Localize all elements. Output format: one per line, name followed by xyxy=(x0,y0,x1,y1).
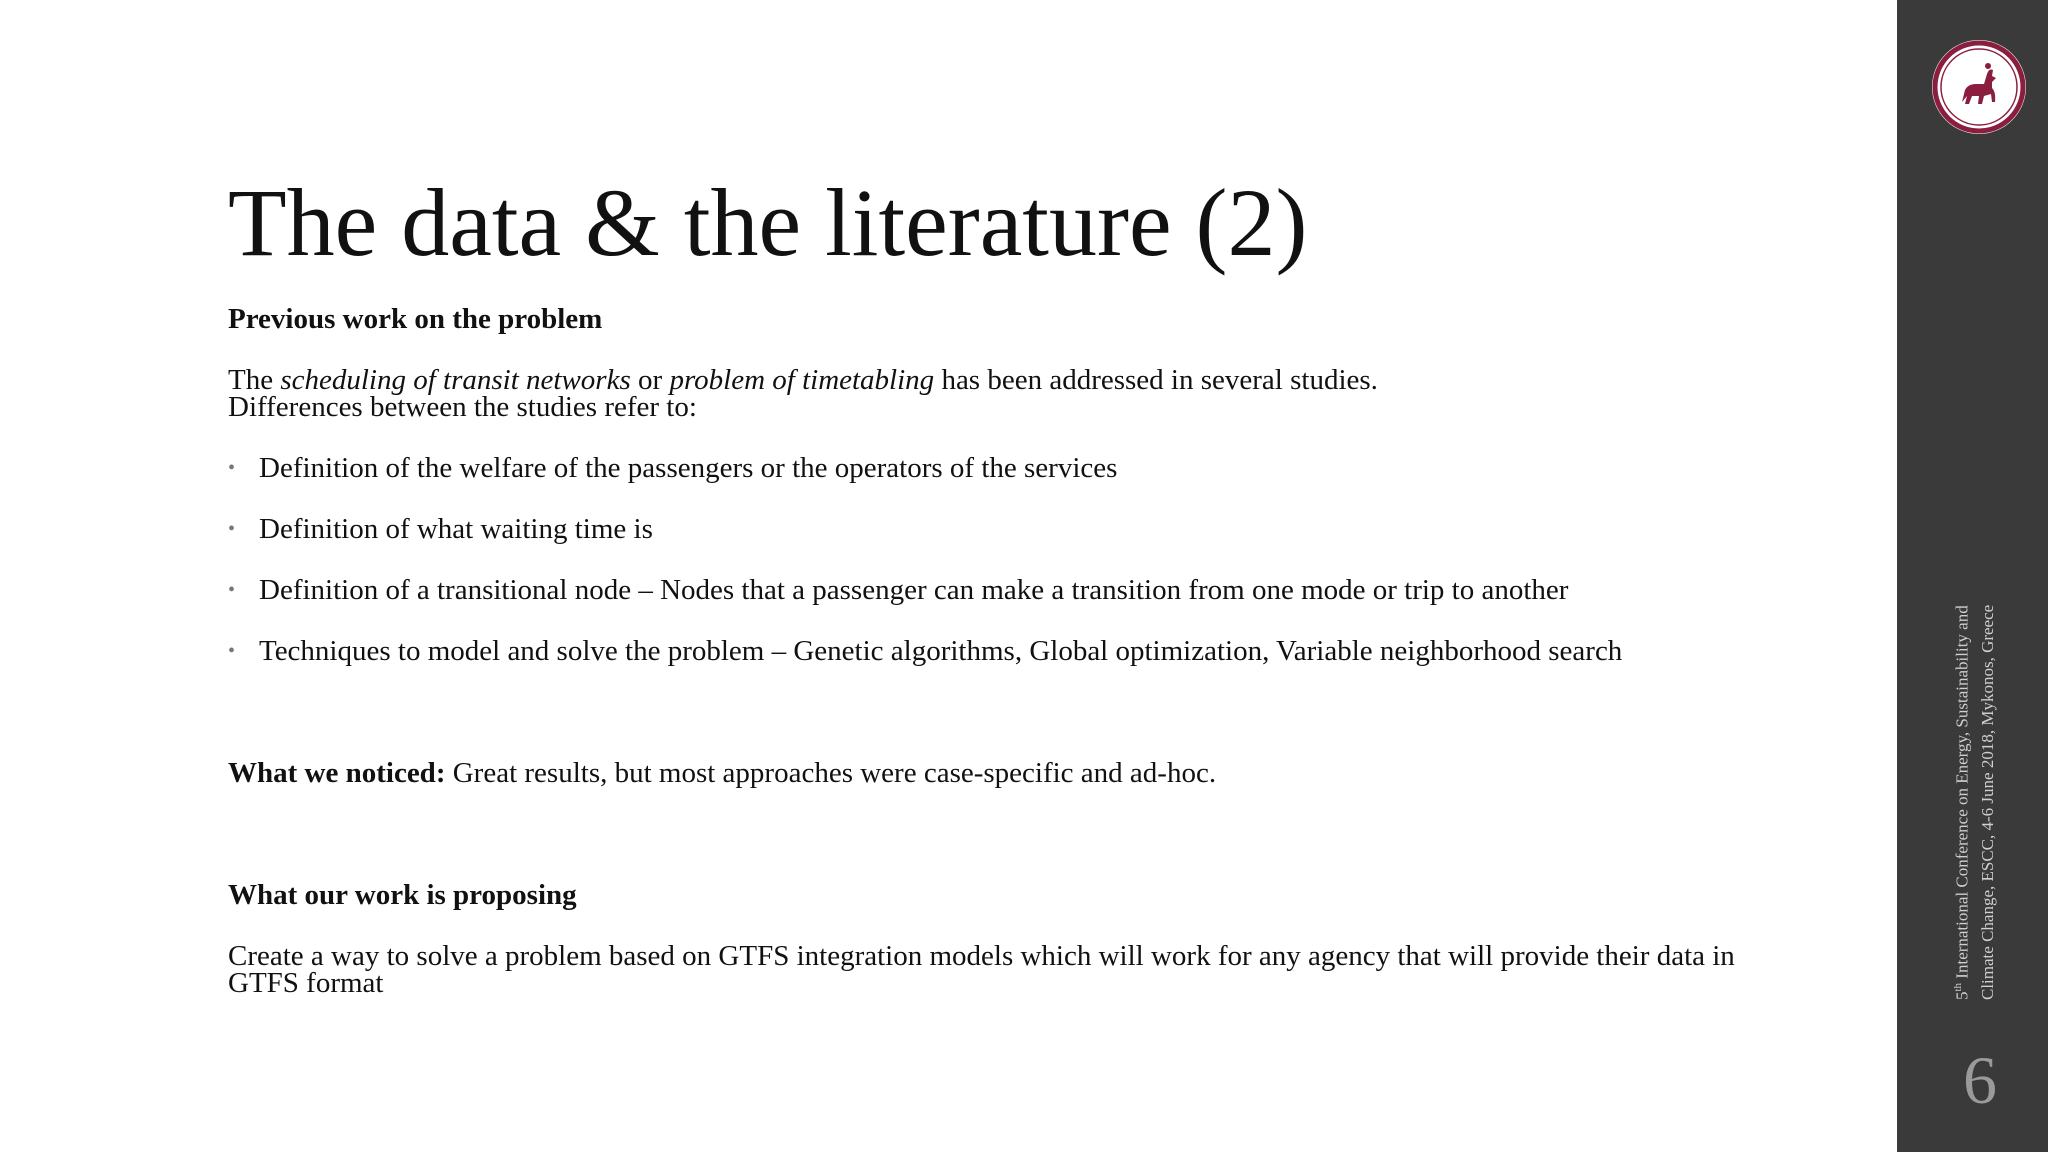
proposal-paragraph: Create a way to solve a problem based on GTFS integration models which will work for any agency that will provide their data in GTFS format xyxy=(228,940,1735,999)
conference-footer xyxy=(1946,440,2000,1000)
list-item xyxy=(228,574,1758,606)
page-number: 6 xyxy=(1963,1042,1997,1118)
bullet-icon: • xyxy=(228,457,236,479)
noticed-paragraph xyxy=(228,757,1758,789)
slide-content xyxy=(228,303,1758,999)
intro-line2: Differences between the studies refer to: xyxy=(228,391,697,423)
bullet-icon: • xyxy=(228,518,236,540)
conference-line-1 xyxy=(1946,440,1975,1000)
list-item-text: Definition of the welfare of the passengers or the operators of the services xyxy=(259,452,1118,484)
conference-line-2: Climate Change, ESCC, 4-6 June 2018, Mykonos, Greece xyxy=(1977,604,1997,1000)
list-item xyxy=(228,452,1758,484)
list-item xyxy=(228,513,1758,545)
university-seal-icon xyxy=(1932,40,2026,134)
bullet-icon: • xyxy=(228,640,236,662)
differences-list xyxy=(228,452,1758,667)
intro-term-scheduling: scheduling of transit networks xyxy=(280,364,631,396)
noticed-text: Great results, but most approaches were case-specific and ad-hoc. xyxy=(445,757,1217,789)
section-heading-proposal: What our work is proposing xyxy=(228,879,577,911)
noticed-label: What we noticed: xyxy=(228,757,446,789)
bullet-icon: • xyxy=(228,579,236,601)
conference-line-1-text: International Conference on Energy, Sustainability and xyxy=(1952,605,1972,979)
list-item-text: Definition of what waiting time is xyxy=(259,513,653,545)
intro-suffix: has been addressed in several studies. xyxy=(934,364,1378,396)
intro-mid: or xyxy=(630,364,670,396)
slide-title: The data & the literature (2) xyxy=(228,169,1308,276)
list-item-text: Definition of a transitional node – Nodes that a passenger can make a transition from one mode or trip to another xyxy=(259,574,1569,606)
conference-ordinal: th xyxy=(1952,982,1964,992)
conference-number: 5 xyxy=(1952,991,1972,1000)
section-heading-previous-work: Previous work on the problem xyxy=(228,303,603,335)
intro-prefix: The xyxy=(228,364,281,396)
intro-term-timetabling: problem of timetabling xyxy=(669,364,935,396)
list-item-text: Techniques to model and solve the problem – Genetic algorithms, Global optimization, Variable neighborhood search xyxy=(259,635,1623,667)
intro-paragraph xyxy=(228,364,1758,423)
list-item xyxy=(228,635,1758,667)
